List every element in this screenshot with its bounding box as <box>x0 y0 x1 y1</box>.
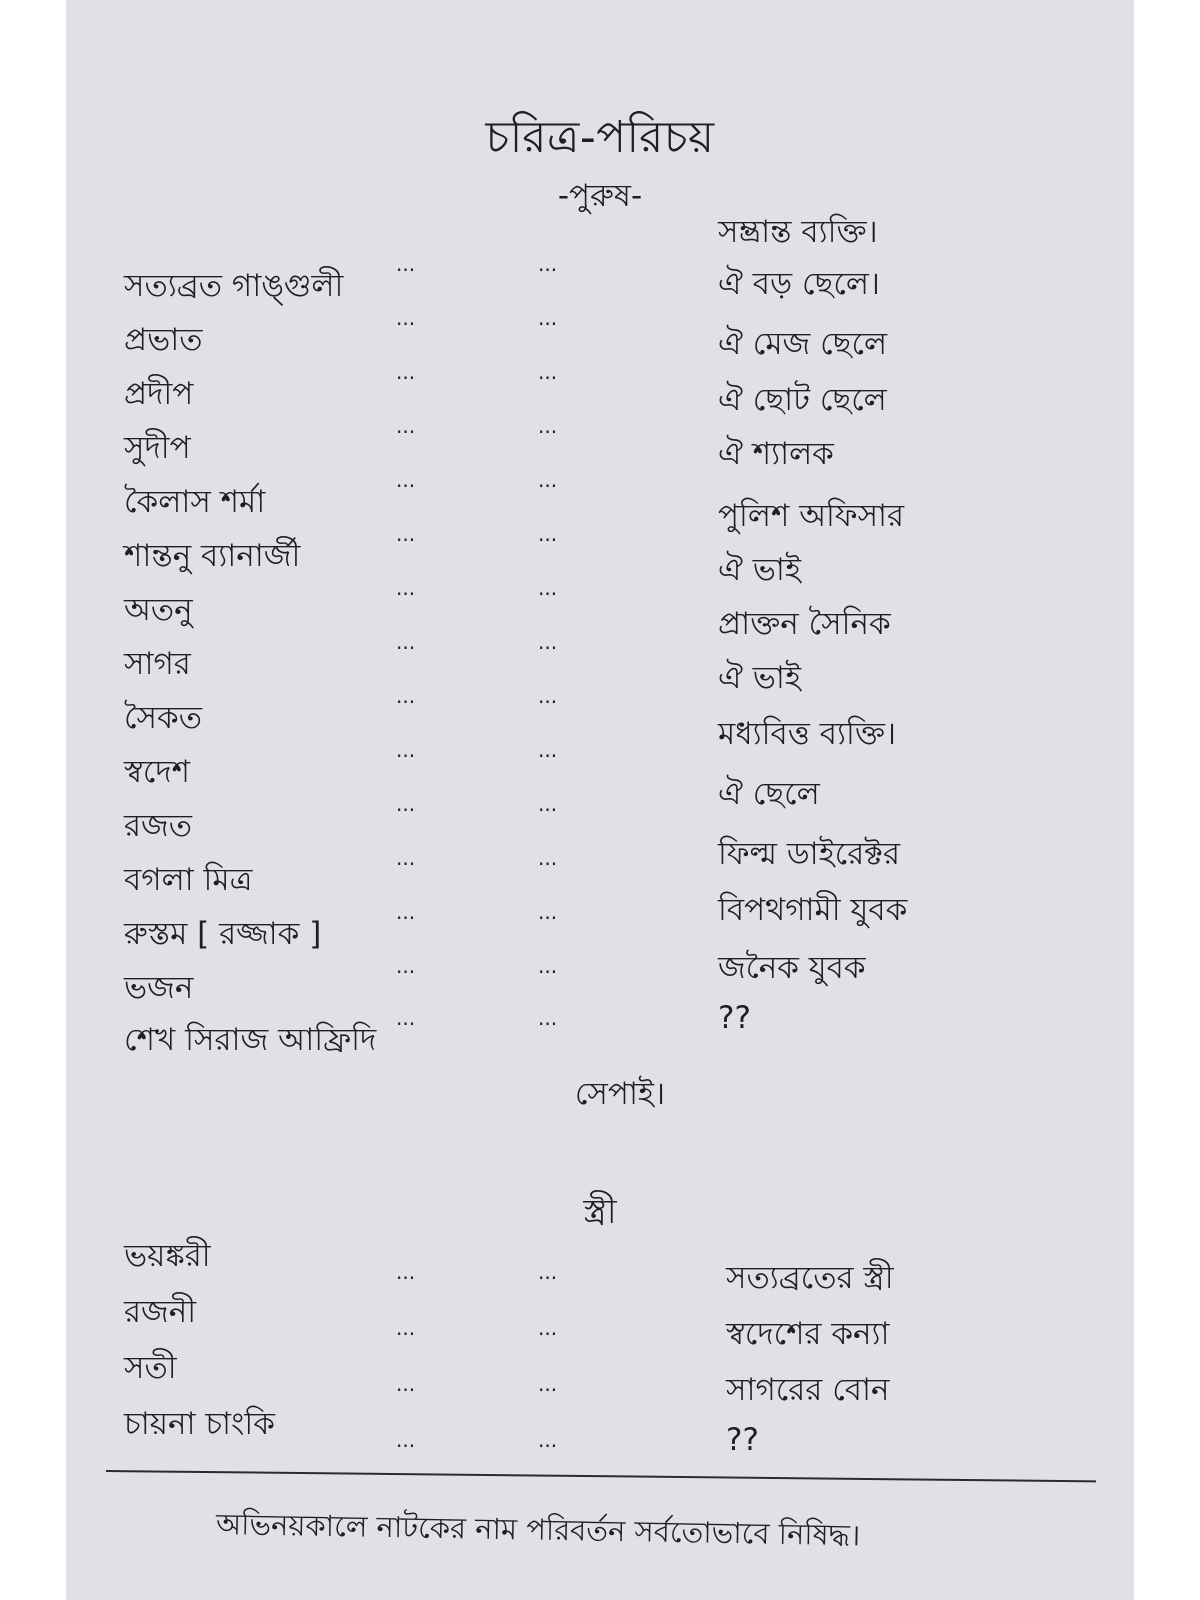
cast-name: রজনী <box>124 1294 197 1330</box>
leader-dots: ... <box>396 360 416 384</box>
cast-row <box>66 522 1134 588</box>
cast-row <box>66 576 1134 642</box>
cast-description: ঐ বড় ছেলে। <box>718 266 881 302</box>
cast-row <box>66 360 1134 418</box>
cast-description: ঐ শ্যালক <box>718 436 834 472</box>
leader-dots: ... <box>396 522 416 546</box>
cast-description: বিপথগামী যুবক <box>718 892 908 928</box>
cast-description: ফিল্ম ডাইরেক্টর <box>718 836 901 872</box>
cast-description: ?? <box>718 1000 751 1036</box>
leader-dots: ... <box>538 792 558 816</box>
leader-dots: ... <box>538 954 558 978</box>
cast-name: সত্যব্রত গাঙ্গুলী <box>124 268 344 304</box>
leader-dots: ... <box>538 252 558 276</box>
leader-dots: ... <box>396 954 416 978</box>
leader-dots: ... <box>396 1372 416 1396</box>
leader-dots: ... <box>396 900 416 924</box>
leader-dots: ... <box>538 1006 558 1030</box>
cast-name: ভজন <box>124 970 194 1006</box>
leader-dots: ... <box>538 684 558 708</box>
leader-dots: ... <box>538 306 558 330</box>
leader-dots: ... <box>538 900 558 924</box>
cast-description: ঐ ছেলে <box>718 776 820 812</box>
cast-row <box>66 468 1134 534</box>
cast-name: বগলা মিত্র <box>124 862 253 898</box>
cast-row <box>66 738 1134 812</box>
cast-row <box>66 306 1134 362</box>
leader-dots: ... <box>538 1428 558 1452</box>
cast-row <box>66 954 1134 1036</box>
cast-name: কৈলাস শর্মা <box>124 484 266 520</box>
cast-description: জনৈক যুবক <box>718 950 866 986</box>
leader-dots: ... <box>396 846 416 870</box>
cast-description: স্বদেশের কন্যা <box>726 1316 890 1352</box>
leader-dots: ... <box>538 414 558 438</box>
cast-name: সুদীপ <box>124 430 191 466</box>
cast-description: মধ্যবিত্ত ব্যক্তি। <box>718 716 897 752</box>
cast-description: ঐ ছোট ছেলে <box>718 382 887 418</box>
cast-description: পুলিশ অফিসার <box>718 498 905 534</box>
leader-dots: ... <box>538 630 558 654</box>
cast-description: সত্যব্রতের স্ত্রী <box>726 1260 894 1296</box>
cast-name: সতী <box>124 1350 177 1386</box>
cast-row <box>66 1400 1134 1458</box>
leader-dots: ... <box>396 738 416 762</box>
leader-dots: ... <box>538 1372 558 1396</box>
page-title: চরিত্র-পরিচয় <box>485 112 715 163</box>
leader-dots: ... <box>538 738 558 762</box>
cast-name: শান্তনু ব্যানার্জী <box>124 538 301 574</box>
leader-dots: ... <box>538 576 558 600</box>
cast-name: শেখ সিরাজ আফ্রিদি <box>124 1022 377 1058</box>
cast-name: স্বদেশ <box>124 754 190 790</box>
last-cast-description: সেপাই। <box>574 1076 666 1112</box>
cast-description: প্রাক্তন সৈনিক <box>718 606 891 642</box>
cast-description: ঐ ভাই <box>718 552 801 588</box>
cast-description: সাগরের বোন <box>726 1372 890 1408</box>
cast-row <box>66 252 1134 304</box>
leader-dots: ... <box>396 630 416 654</box>
leader-dots: ... <box>538 846 558 870</box>
cast-description: ?? <box>726 1422 759 1458</box>
cast-row <box>66 684 1134 752</box>
leader-dots: ... <box>396 684 416 708</box>
cast-name: রজত <box>124 808 193 844</box>
leader-dots: ... <box>396 252 416 276</box>
cast-row <box>66 1006 1134 1058</box>
leader-dots: ... <box>396 1428 416 1452</box>
leader-dots: ... <box>396 468 416 492</box>
cast-name: সাগর <box>124 646 191 682</box>
cast-description: ঐ মেজ ছেলে <box>718 326 888 362</box>
leader-dots: ... <box>538 1316 558 1340</box>
leader-dots: ... <box>396 792 416 816</box>
cast-row <box>66 1288 1134 1352</box>
cast-row <box>66 900 1134 986</box>
footer-note: অভিনয়কালে নাটকের নাম পরিবর্তন সর্বতোভাবে নিষিদ্ধ। <box>215 1507 861 1553</box>
leader-dots: ... <box>538 1260 558 1284</box>
cast-name: সৈকত <box>124 700 202 736</box>
first-description: সম্ভ্রান্ত ব্যক্তি। <box>718 214 878 250</box>
leader-dots: ... <box>396 1316 416 1340</box>
cast-row <box>66 630 1134 696</box>
leader-dots: ... <box>396 1260 416 1284</box>
cast-row <box>66 1344 1134 1408</box>
cast-name: প্রদীপ <box>124 376 194 412</box>
book-page <box>66 0 1134 1600</box>
leader-dots: ... <box>396 306 416 330</box>
cast-name: প্রভাত <box>124 322 203 358</box>
leader-dots: ... <box>396 1006 416 1030</box>
cast-row <box>66 1232 1134 1296</box>
leader-dots: ... <box>538 360 558 384</box>
male-section-heading: -পুরুষ- <box>557 178 643 214</box>
cast-name: অতনু <box>124 592 193 628</box>
cast-name: ভয়ঙ্করী <box>124 1238 211 1274</box>
leader-dots: ... <box>538 522 558 546</box>
cast-description: ঐ ভাই <box>718 660 801 696</box>
leader-dots: ... <box>396 414 416 438</box>
cast-name: রুস্তম [ রজ্জাক ] <box>124 916 322 952</box>
female-section-heading: স্ত্রী <box>583 1192 617 1232</box>
cast-name: চায়না চাংকি <box>124 1406 275 1442</box>
divider-line <box>106 1470 1096 1482</box>
leader-dots: ... <box>396 576 416 600</box>
cast-row <box>66 414 1134 472</box>
leader-dots: ... <box>538 468 558 492</box>
